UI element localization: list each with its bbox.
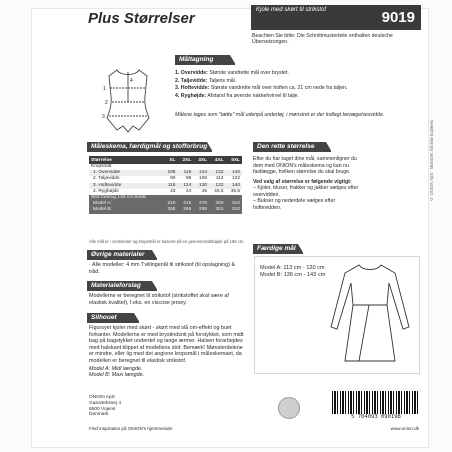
silhouet-text — [89, 325, 247, 379]
barcode-number: 5 704093 090198 — [351, 414, 401, 420]
svg-text:2: 2 — [105, 100, 108, 106]
size-table-header: Størrelse XL 2XL 3XL 4XL 5XL — [91, 157, 240, 163]
table-row: 1. Overvidde 106 116 124 132 140 — [89, 170, 242, 176]
table-row: 3. Hoftevidde 116 124 130 132 140 — [89, 183, 242, 189]
material-suggestion-text: Modellerne er beregnet til strikstof (strikstoffet skal være af elastisk kvalitet), f.eks. en viscose jersey. — [89, 293, 229, 306]
section-rette-storrelse: Den rette størrelse — [253, 142, 331, 152]
page-title: Plus Størrelser — [88, 10, 195, 27]
size-advice-title: Ved valg af størrelse er følgende vigtigt: — [253, 178, 352, 185]
measurement-item: 2. Taljevidde: Taljens mål. — [175, 77, 237, 84]
measurement-note: Målene tages som "tætte" mål udenpå undertøj, i mønstret er der indlagt bevægelsesvidde. — [175, 112, 385, 118]
barcode-bars — [332, 391, 420, 414]
copyright-side-note: © ONION ApS · Mønstret må ikke kopieres — [429, 120, 434, 202]
section-ovrige-materialer: Øvrige materialer — [87, 250, 157, 260]
materials-text: · Alle modeller: 4 mm Tvillingenål til strikstof (til opslagning) & tråd. — [89, 262, 236, 275]
measurement-item: 4. Ryghøjde: Afstand fra øverste nakkehvirvel til talje. — [175, 92, 299, 99]
section-maleskema: Måleskema, færdigmål og stofforbrug — [87, 142, 212, 152]
final-measurements-box — [254, 256, 420, 374]
footer — [89, 426, 419, 431]
header-subtitle: Kjole med skørt til strikstof — [256, 7, 327, 13]
measurement-item: 3. Hoftevidde: Største vandrette mål over hoften ca. 21 cm nede fra taljen. — [175, 85, 348, 92]
barcode — [332, 391, 420, 421]
company-address: ONION ApS Gasværksvej 4 6500 Vojens Denmark — [89, 395, 121, 418]
size-advice — [253, 156, 363, 211]
measurement-item: 1. Overvidde: Største vandrette mål over brystet. — [175, 70, 289, 76]
section-materialeforslag: Materialeforslag — [87, 281, 157, 291]
german-notice: Beachten Sie bitte: Die Schnittmusterteile enthalten deutsche Übersetzungen. — [252, 33, 393, 46]
section-silhouet: Silhouet — [87, 313, 139, 323]
table-row: Model B: 255 265 295 301 310 — [89, 207, 242, 213]
table-note: Alle mål er i centimeter og kropsmål er baseret på en gennemsnitshøjde på 168 cm. — [89, 239, 245, 244]
measurement-figure — [87, 66, 169, 136]
table-row: 4. Ryghøjde 43 44 45 45,5 46,5 — [93, 188, 240, 194]
model-b-length: Model B: 136 cm - 143 cm — [260, 272, 326, 278]
model-a-text: Model A: Midi længde. — [89, 365, 143, 372]
table-row: Kropsmål: — [91, 164, 113, 169]
header-box — [251, 5, 421, 30]
section-faerdige-mal: Færdige mål — [253, 244, 303, 254]
silhouet-description: Figursyet kjoler med skørt - skørt med slå om-effekt og buet forkanter. Modellerne er med brystindsnit på forstykket, som midt bag på bagstykket underdel og lange ærmer. Halsen forarbejdes med halskant klippet af modellens stof. Bemærk! Mønsterdelene er mindre, eller lig med det angivne kropsmål i måleskemaet, da modellen er beregnet til elastisk strikstof. — [89, 325, 244, 364]
website-link[interactable]: www.onion.dk — [390, 426, 419, 431]
model-a-length: Model A: 113 cm - 120 cm — [260, 265, 325, 271]
svg-text:3: 3 — [102, 114, 105, 120]
section-maltagning: Måltagning — [175, 55, 235, 65]
size-advice-intro: Efter du har taget dine mål, sammenligner du dem med ONION's måleskema og kan nu fastlægge, hvilken størrelse du skal bruge. — [253, 156, 357, 175]
list-item: – Kjoler, bluser, frakker og jakker vælges efter overvidden. — [253, 185, 359, 198]
measurement-list — [175, 70, 425, 100]
svg-text:1: 1 — [103, 86, 106, 92]
table-row: 2. Taljevidde 90 98 106 114 122 — [93, 176, 240, 182]
table-row: Stof forbrug 140 cm bredt: — [89, 195, 242, 201]
svg-text:4: 4 — [130, 78, 133, 84]
quality-seal-icon — [278, 397, 300, 419]
model-b-text: Model B: Maxi længde. — [89, 372, 145, 379]
dress-flat-sketch-icon — [323, 261, 417, 371]
pattern-number: 9019 — [381, 9, 415, 26]
size-table — [89, 156, 242, 214]
list-item: – Bukser og nederdele vælges efter hoftevidden. — [253, 198, 336, 211]
body-figure-icon — [87, 66, 169, 136]
final-measurements-labels — [260, 265, 325, 279]
inspiration-text: Find inspiration på ONION's hjemmeside: — [89, 426, 174, 431]
table-row: Model A: 210 215 270 300 310 — [89, 201, 242, 207]
